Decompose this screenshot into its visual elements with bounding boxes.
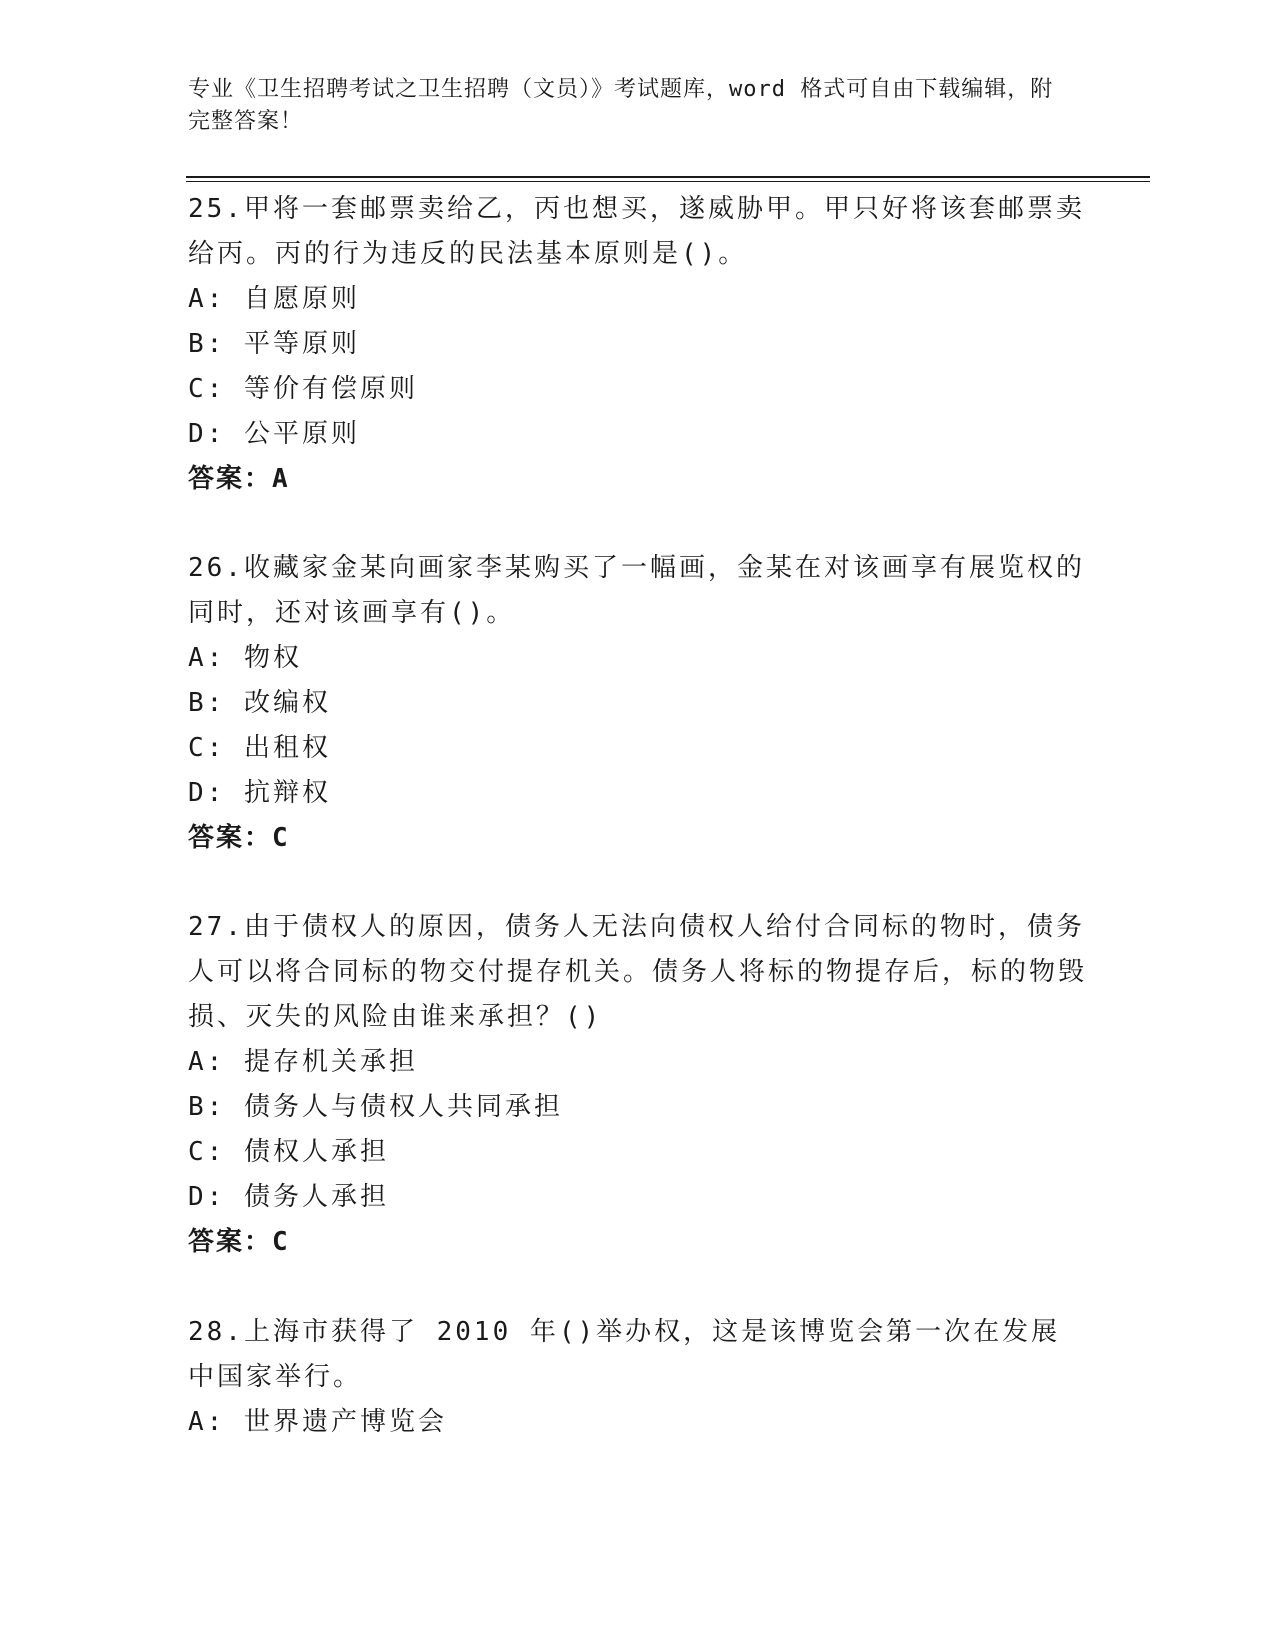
question-28 xyxy=(188,1310,1088,1445)
question-stem: 28.上海市获得了 2010 年()举办权，这是该博览会第一次在发展中国家举行。 xyxy=(188,1317,1061,1392)
option-d: D: 抗辩权 xyxy=(188,778,331,808)
question-27 xyxy=(188,905,1088,1265)
document-header: 专业《卫生招聘考试之卫生招聘（文员）》考试题库，word 格式可自由下载编辑，附完整答案！ xyxy=(188,77,1054,134)
option-d: D: 公平原则 xyxy=(188,419,360,449)
question-stem: 25.甲将一套邮票卖给乙，丙也想买，遂威胁甲。甲只好将该套邮票卖给丙。丙的行为违反的民法基本原则是()。 xyxy=(188,194,1085,269)
option-a: A: 提存机关承担 xyxy=(188,1047,418,1077)
question-26 xyxy=(188,546,1088,861)
option-c: C: 出租权 xyxy=(188,733,331,763)
answer: 答案：A xyxy=(188,464,290,494)
question-stem: 26.收藏家金某向画家李某购买了一幅画，金某在对该画享有展览权的同时，还对该画享有()。 xyxy=(188,553,1085,628)
header-divider-thick xyxy=(186,176,1150,178)
option-a: A: 世界遗产博览会 xyxy=(188,1407,447,1437)
option-a: A: 物权 xyxy=(188,643,302,673)
header-divider-thin xyxy=(186,181,1150,182)
answer: 答案：C xyxy=(188,823,290,853)
question-stem: 27.由于债权人的原因，债务人无法向债权人给付合同标的物时，债务人可以将合同标的物交付提存机关。债务人将标的物提存后，标的物毁损、灭失的风险由谁来承担？() xyxy=(188,912,1088,1032)
option-d: D: 债务人承担 xyxy=(188,1182,389,1212)
option-c: C: 等价有偿原则 xyxy=(188,374,418,404)
option-a: A: 自愿原则 xyxy=(188,284,360,314)
option-c: C: 债权人承担 xyxy=(188,1137,389,1167)
question-25 xyxy=(188,187,1088,502)
answer: 答案：C xyxy=(188,1227,290,1257)
option-b: B: 平等原则 xyxy=(188,329,360,359)
option-b: B: 债务人与债权人共同承担 xyxy=(188,1092,563,1122)
option-b: B: 改编权 xyxy=(188,688,331,718)
